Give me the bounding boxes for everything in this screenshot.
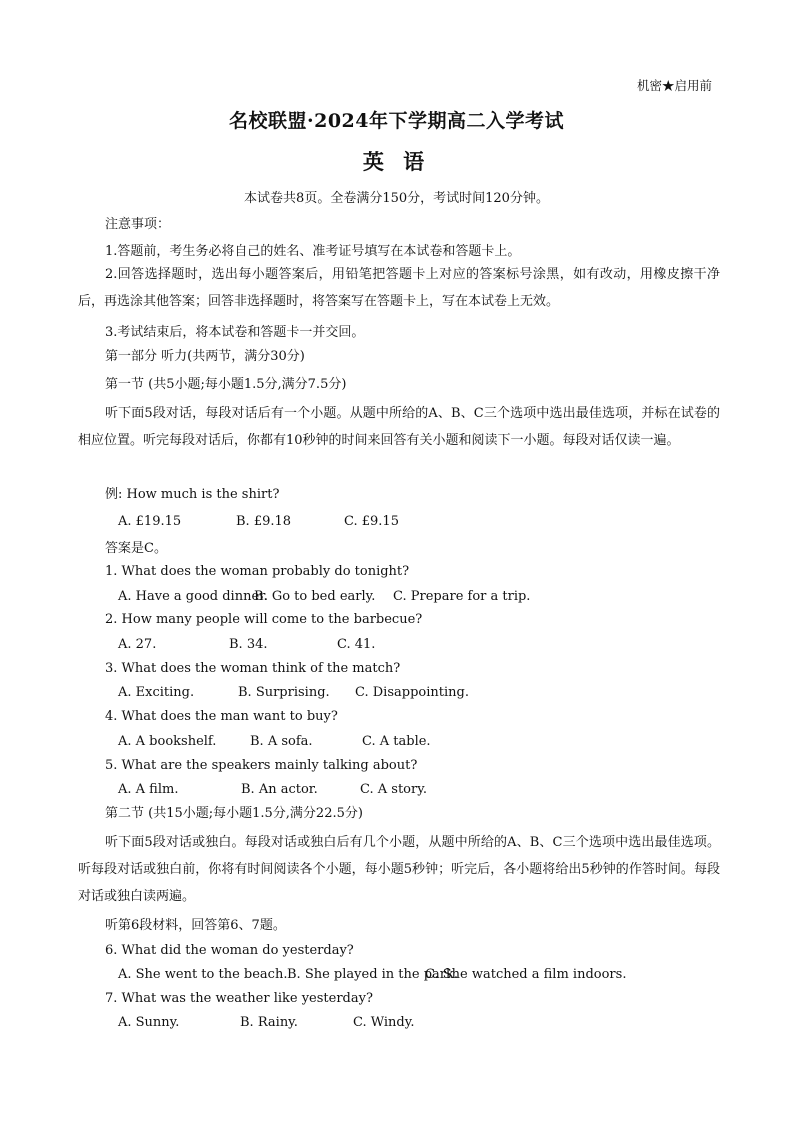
- example-option-b: B. £9.18: [236, 514, 292, 529]
- exam-intro: 本试卷共8页。全卷满分150分，考试时间120分钟。: [244, 191, 549, 206]
- q2-option-a: A. 27.: [118, 637, 157, 652]
- q1-option-b: B. Go to bed early.: [254, 589, 376, 604]
- q4-option-b: B. A sofa.: [250, 734, 313, 749]
- q2-option-c: C. 41.: [337, 637, 376, 652]
- section1-heading: 第一节 (共5小题;每小题1.5分,满分7.5分): [105, 377, 347, 392]
- example-option-c: C. £9.15: [344, 514, 399, 529]
- q6-option-b: B. She played in the park.: [287, 967, 459, 982]
- question-7: 7. What was the weather like yesterday?: [105, 991, 373, 1006]
- example-answer: 答案是C。: [105, 541, 167, 556]
- question-1: 1. What does the woman probably do tonight?: [105, 564, 410, 579]
- q1-option-c: C. Prepare for a trip.: [393, 589, 531, 604]
- q3-option-c: C. Disappointing.: [355, 685, 469, 700]
- note-1: 1.答题前，考生务必将自己的姓名、准考证号填写在本试卷和答题卡上。: [105, 244, 521, 259]
- q3-option-b: B. Surprising.: [238, 685, 330, 700]
- q5-option-a: A. A film.: [118, 782, 179, 797]
- q4-option-c: C. A table.: [362, 734, 431, 749]
- confidential-label: 机密★启用前: [637, 78, 713, 93]
- example-question: 例: How much is the shirt?: [105, 487, 280, 502]
- q2-option-b: B. 34.: [229, 637, 268, 652]
- exam-title: 名校联盟·2024年下学期高二入学考试: [229, 110, 564, 132]
- material-6-note: 听第6段材料，回答第6、7题。: [105, 918, 286, 933]
- section1-instructions: 听下面5段对话，每段对话后有一个小题。从题中所给的A、B、C三个选项中选出最佳选项，并标在试卷的相应位置。听完每段对话后，你都有10秒钟的时间来回答有关小题和阅读下一小题。每段对话仅读一遍。: [78, 406, 720, 448]
- subject-title: 英 语: [362, 149, 431, 174]
- q7-option-c: C. Windy.: [353, 1015, 415, 1030]
- question-5: 5. What are the speakers mainly talking about?: [105, 758, 418, 773]
- q6-option-c: C. She watched a film indoors.: [425, 967, 627, 982]
- question-6: 6. What did the woman do yesterday?: [105, 943, 354, 958]
- section2-instructions: 听下面5段对话或独白。每段对话或独白后有几个小题，从题中所给的A、B、C三个选项中选出最佳选项。听每段对话或独白前，你将有时间阅读各个小题，每小题5秒钟；听完后，各小题将给出5秒钟的作答时间。每段对话或独白读两遍。: [78, 835, 720, 904]
- q4-option-a: A. A bookshelf.: [118, 734, 217, 749]
- section2-heading: 第二节 (共15小题;每小题1.5分,满分22.5分): [105, 806, 363, 821]
- q1-option-a: A. Have a good dinner.: [118, 589, 269, 604]
- question-4: 4. What does the man want to buy?: [105, 709, 338, 724]
- q7-option-b: B. Rainy.: [240, 1015, 298, 1030]
- q7-option-a: A. Sunny.: [118, 1015, 180, 1030]
- q3-option-a: A. Exciting.: [118, 685, 195, 700]
- q6-option-a: A. She went to the beach.: [118, 967, 288, 982]
- note-2: 2.回答选择题时，选出每小题答案后，用铅笔把答题卡上对应的答案标号涂黑，如有改动，用橡皮擦干净后，再选涂其他答案；回答非选择题时，将答案写在答题卡上，写在本试卷上无效。: [78, 267, 720, 309]
- question-3: 3. What does the woman think of the match?: [105, 661, 401, 676]
- notes-heading: 注意事项：: [105, 217, 171, 232]
- question-2: 2. How many people will come to the barbecue?: [105, 612, 423, 627]
- example-option-a: A. £19.15: [118, 514, 182, 529]
- q5-option-c: C. A story.: [360, 782, 427, 797]
- note-3: 3.考试结束后，将本试卷和答题卡一并交回。: [105, 325, 365, 340]
- q5-option-b: B. An actor.: [241, 782, 318, 797]
- part1-heading: 第一部分 听力(共两节，满分30分): [105, 349, 305, 364]
